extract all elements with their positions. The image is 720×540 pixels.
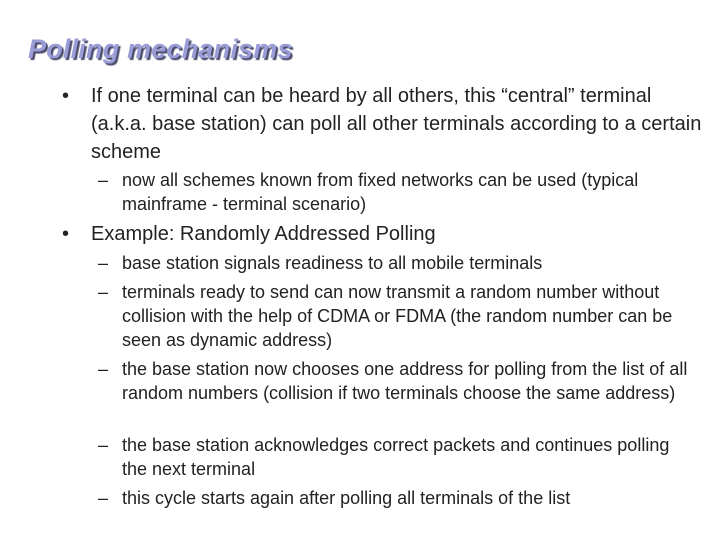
bullet-marker: • [62,223,70,245]
sub-bullet-marker: – [98,435,109,455]
sub-bullet-item [98,486,698,510]
sub-bullet-item [98,357,698,405]
bullet-marker: • [62,85,70,107]
sub-bullet-text: terminals ready to send can now transmit a random number without collision with the help of CDMA or FDMA (the random number can be seen as dynamic address) [122,282,673,350]
sub-bullet-marker: – [98,359,109,379]
sub-bullet-item [98,433,698,481]
sub-bullet-text: base station signals readiness to all mobile terminals [122,253,543,273]
bullet-item [62,220,702,248]
sub-bullet-marker: – [98,282,109,302]
bullet-text: Example: Randomly Addressed Polling [91,223,436,245]
bullet-item [62,82,702,166]
sub-bullet-marker: – [98,170,109,190]
sub-bullet-marker: – [98,253,109,273]
sub-bullet-text: the base station acknowledges correct packets and continues polling the next terminal [122,435,670,479]
sub-bullet-item [98,251,698,275]
bullet-text: If one terminal can be heard by all others, this “central” terminal (a.k.a. base station) can poll all other terminals according to a certain scheme [91,85,702,163]
sub-bullet-item [98,280,698,352]
slide-title: Polling mechanisms [28,34,293,64]
sub-bullet-text: the base station now chooses one address for polling from the list of all random numbers (collision if two terminals choose the same address) [122,359,688,403]
sub-bullet-text: this cycle starts again after polling all terminals of the list [122,488,571,508]
sub-bullet-marker: – [98,488,109,508]
sub-bullet-item [98,168,698,216]
sub-bullet-text: now all schemes known from fixed networks can be used (typical mainframe - terminal scenario) [122,170,639,214]
